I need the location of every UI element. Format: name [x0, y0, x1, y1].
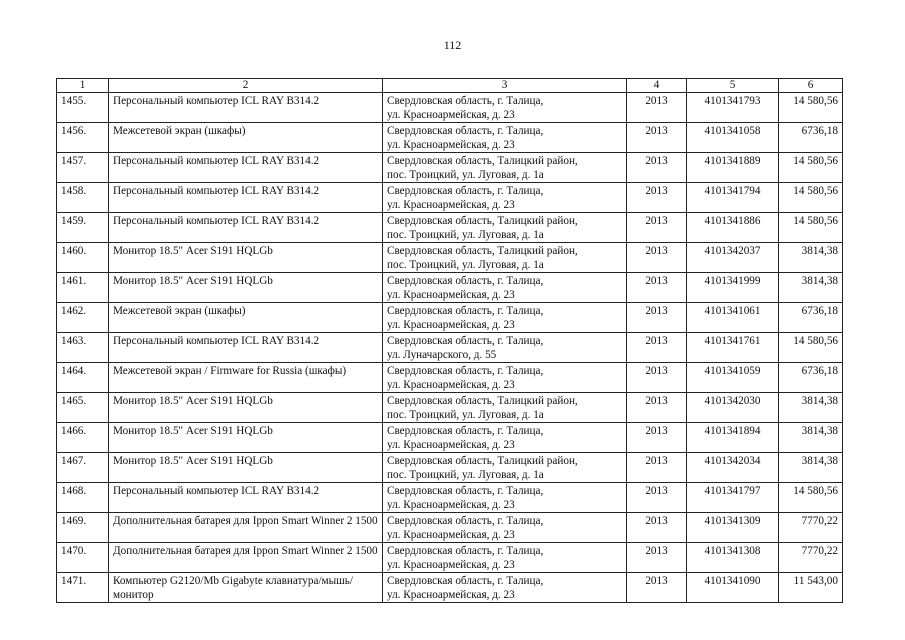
row-number-cell: 1465.	[57, 393, 109, 423]
year-cell: 2013	[627, 273, 687, 303]
address-line-2: ул. Луначарского, д. 55	[387, 349, 497, 361]
row-number-cell: 1468.	[57, 483, 109, 513]
address-cell	[383, 303, 627, 333]
year-cell: 2013	[627, 123, 687, 153]
page-number: 112	[443, 38, 462, 52]
cost-cell: 3814,38	[779, 453, 843, 483]
row-number-cell: 1466.	[57, 423, 109, 453]
address-line-1: Свердловская область, г. Талица,	[387, 515, 544, 527]
table-row	[57, 153, 843, 183]
address-line-2: ул. Красноармейская, д. 23	[387, 439, 515, 451]
header-row	[57, 79, 843, 93]
inventory-number-cell: 4101342034	[687, 453, 779, 483]
address-line-1: Свердловская область, Талицкий район,	[387, 455, 578, 467]
inventory-number-cell: 4101341309	[687, 513, 779, 543]
address-line-2: ул. Красноармейская, д. 23	[387, 289, 515, 301]
address-cell	[383, 123, 627, 153]
address-line-1: Свердловская область, г. Талица,	[387, 125, 544, 137]
address-line-2: ул. Красноармейская, д. 23	[387, 529, 515, 541]
inventory-number-cell: 4101342030	[687, 393, 779, 423]
cost-cell: 7770,22	[779, 513, 843, 543]
year-cell: 2013	[627, 333, 687, 363]
address-cell	[383, 513, 627, 543]
address-cell	[383, 153, 627, 183]
row-number-cell: 1460.	[57, 243, 109, 273]
table-header	[57, 79, 843, 93]
year-cell: 2013	[627, 183, 687, 213]
cost-cell: 14 580,56	[779, 153, 843, 183]
address-line-2: ул. Красноармейская, д. 23	[387, 319, 515, 331]
item-name-cell: Монитор 18.5" Acer S191 HQLGb	[109, 273, 383, 303]
item-name-cell: Персональный компьютер ICL RAY B314.2	[109, 93, 383, 123]
inventory-number-cell: 4101341797	[687, 483, 779, 513]
address-cell	[383, 243, 627, 273]
table-row	[57, 93, 843, 123]
address-cell	[383, 273, 627, 303]
inventory-number-cell: 4101341761	[687, 333, 779, 363]
cost-cell: 14 580,56	[779, 333, 843, 363]
year-cell: 2013	[627, 573, 687, 603]
address-line-2: пос. Троицкий, ул. Луговая, д. 1а	[387, 169, 544, 181]
address-line-1: Свердловская область, Талицкий район,	[387, 155, 578, 167]
column-header-4: 4	[627, 79, 687, 93]
cost-cell: 14 580,56	[779, 483, 843, 513]
cost-cell: 3814,38	[779, 393, 843, 423]
column-header-5: 5	[687, 79, 779, 93]
address-cell	[383, 423, 627, 453]
inventory-number-cell: 4101341308	[687, 543, 779, 573]
table-row	[57, 483, 843, 513]
item-name-cell: Монитор 18.5" Acer S191 HQLGb	[109, 393, 383, 423]
cost-cell: 11 543,00	[779, 573, 843, 603]
item-name-cell: Монитор 18.5" Acer S191 HQLGb	[109, 243, 383, 273]
table-row	[57, 183, 843, 213]
address-cell	[383, 363, 627, 393]
address-cell	[383, 93, 627, 123]
cost-cell: 14 580,56	[779, 183, 843, 213]
item-name-cell: Межсетевой экран / Firmware for Russia (шкафы)	[109, 363, 383, 393]
inventory-number-cell: 4101341058	[687, 123, 779, 153]
address-cell	[383, 393, 627, 423]
item-name-cell: Межсетевой экран (шкафы)	[109, 303, 383, 333]
address-line-1: Свердловская область, г. Талица,	[387, 275, 544, 287]
year-cell: 2013	[627, 363, 687, 393]
table-row	[57, 213, 843, 243]
column-header-1: 1	[57, 79, 109, 93]
item-name-cell: Персональный компьютер ICL RAY B314.2	[109, 213, 383, 243]
cost-cell: 6736,18	[779, 363, 843, 393]
cost-cell: 14 580,56	[779, 93, 843, 123]
row-number-cell: 1463.	[57, 333, 109, 363]
address-cell	[383, 543, 627, 573]
address-line-2: ул. Красноармейская, д. 23	[387, 589, 515, 601]
year-cell: 2013	[627, 213, 687, 243]
address-cell	[383, 483, 627, 513]
address-line-1: Свердловская область, г. Талица,	[387, 185, 544, 197]
item-name-cell: Персональный компьютер ICL RAY B314.2	[109, 483, 383, 513]
column-header-6: 6	[779, 79, 843, 93]
address-cell	[383, 183, 627, 213]
inventory-number-cell: 4101341059	[687, 363, 779, 393]
inventory-number-cell: 4101341794	[687, 183, 779, 213]
address-line-1: Свердловская область, г. Талица,	[387, 425, 544, 437]
address-line-2: ул. Красноармейская, д. 23	[387, 379, 515, 391]
year-cell: 2013	[627, 483, 687, 513]
address-line-2: пос. Троицкий, ул. Луговая, д. 1а	[387, 469, 544, 481]
year-cell: 2013	[627, 393, 687, 423]
address-line-2: ул. Красноармейская, д. 23	[387, 199, 515, 211]
address-line-2: пос. Троицкий, ул. Луговая, д. 1а	[387, 259, 544, 271]
inventory-number-cell: 4101341999	[687, 273, 779, 303]
address-line-1: Свердловская область, г. Талица,	[387, 335, 544, 347]
cost-cell: 6736,18	[779, 123, 843, 153]
table-row	[57, 273, 843, 303]
year-cell: 2013	[627, 423, 687, 453]
item-name-cell: Персональный компьютер ICL RAY B314.2	[109, 333, 383, 363]
row-number-cell: 1457.	[57, 153, 109, 183]
row-number-cell: 1456.	[57, 123, 109, 153]
address-line-2: ул. Красноармейская, д. 23	[387, 499, 515, 511]
year-cell: 2013	[627, 93, 687, 123]
item-name-cell: Персональный компьютер ICL RAY B314.2	[109, 153, 383, 183]
inventory-number-cell: 4101341061	[687, 303, 779, 333]
property-registry-table	[56, 78, 843, 603]
item-name-cell: Персональный компьютер ICL RAY B314.2	[109, 183, 383, 213]
address-cell	[383, 453, 627, 483]
cost-cell: 3814,38	[779, 243, 843, 273]
row-number-cell: 1455.	[57, 93, 109, 123]
table-row	[57, 333, 843, 363]
cost-cell: 3814,38	[779, 273, 843, 303]
address-line-1: Свердловская область, г. Талица,	[387, 575, 544, 587]
table-row	[57, 513, 843, 543]
row-number-cell: 1469.	[57, 513, 109, 543]
address-line-1: Свердловская область, Талицкий район,	[387, 395, 578, 407]
table-row	[57, 243, 843, 273]
address-cell	[383, 213, 627, 243]
table-row	[57, 453, 843, 483]
item-name-cell: Дополнительная батарея для Ippon Smart Winner 2 1500	[109, 543, 383, 573]
item-name-cell: Монитор 18.5" Acer S191 HQLGb	[109, 453, 383, 483]
row-number-cell: 1459.	[57, 213, 109, 243]
address-line-2: пос. Троицкий, ул. Луговая, д. 1а	[387, 409, 544, 421]
address-line-1: Свердловская область, г. Талица,	[387, 305, 544, 317]
address-cell	[383, 573, 627, 603]
table-row	[57, 573, 843, 603]
cost-cell: 14 580,56	[779, 213, 843, 243]
table-row	[57, 393, 843, 423]
row-number-cell: 1464.	[57, 363, 109, 393]
table-row	[57, 363, 843, 393]
row-number-cell: 1462.	[57, 303, 109, 333]
inventory-number-cell: 4101341886	[687, 213, 779, 243]
year-cell: 2013	[627, 243, 687, 273]
cost-cell: 3814,38	[779, 423, 843, 453]
row-number-cell: 1467.	[57, 453, 109, 483]
inventory-number-cell: 4101341889	[687, 153, 779, 183]
year-cell: 2013	[627, 513, 687, 543]
table-row	[57, 123, 843, 153]
item-name-cell: Дополнительная батарея для Ippon Smart Winner 2 1500	[109, 513, 383, 543]
cost-cell: 6736,18	[779, 303, 843, 333]
address-line-1: Свердловская область, г. Талица,	[387, 95, 544, 107]
address-line-1: Свердловская область, Талицкий район,	[387, 215, 578, 227]
table-row	[57, 303, 843, 333]
address-line-2: ул. Красноармейская, д. 23	[387, 109, 515, 121]
column-header-3: 3	[383, 79, 627, 93]
address-line-1: Свердловская область, г. Талица,	[387, 485, 544, 497]
inventory-number-cell: 4101341793	[687, 93, 779, 123]
address-line-2: пос. Троицкий, ул. Луговая, д. 1а	[387, 229, 544, 241]
year-cell: 2013	[627, 543, 687, 573]
row-number-cell: 1458.	[57, 183, 109, 213]
table-row	[57, 423, 843, 453]
year-cell: 2013	[627, 153, 687, 183]
row-number-cell: 1471.	[57, 573, 109, 603]
row-number-cell: 1461.	[57, 273, 109, 303]
address-cell	[383, 333, 627, 363]
year-cell: 2013	[627, 453, 687, 483]
inventory-number-cell: 4101341894	[687, 423, 779, 453]
column-header-2: 2	[109, 79, 383, 93]
row-number-cell: 1470.	[57, 543, 109, 573]
item-name-cell: Компьютер G2120/Mb Gigabyte клавиатура/мышь/монитор	[109, 573, 383, 603]
address-line-1: Свердловская область, Талицкий район,	[387, 245, 578, 257]
year-cell: 2013	[627, 303, 687, 333]
inventory-number-cell: 4101342037	[687, 243, 779, 273]
address-line-1: Свердловская область, г. Талица,	[387, 545, 544, 557]
table-body	[57, 93, 843, 603]
item-name-cell: Монитор 18.5" Acer S191 HQLGb	[109, 423, 383, 453]
cost-cell: 7770,22	[779, 543, 843, 573]
table-row	[57, 543, 843, 573]
inventory-number-cell: 4101341090	[687, 573, 779, 603]
item-name-cell: Межсетевой экран (шкафы)	[109, 123, 383, 153]
address-line-2: ул. Красноармейская, д. 23	[387, 559, 515, 571]
address-line-1: Свердловская область, г. Талица,	[387, 365, 544, 377]
address-line-2: ул. Красноармейская, д. 23	[387, 139, 515, 151]
